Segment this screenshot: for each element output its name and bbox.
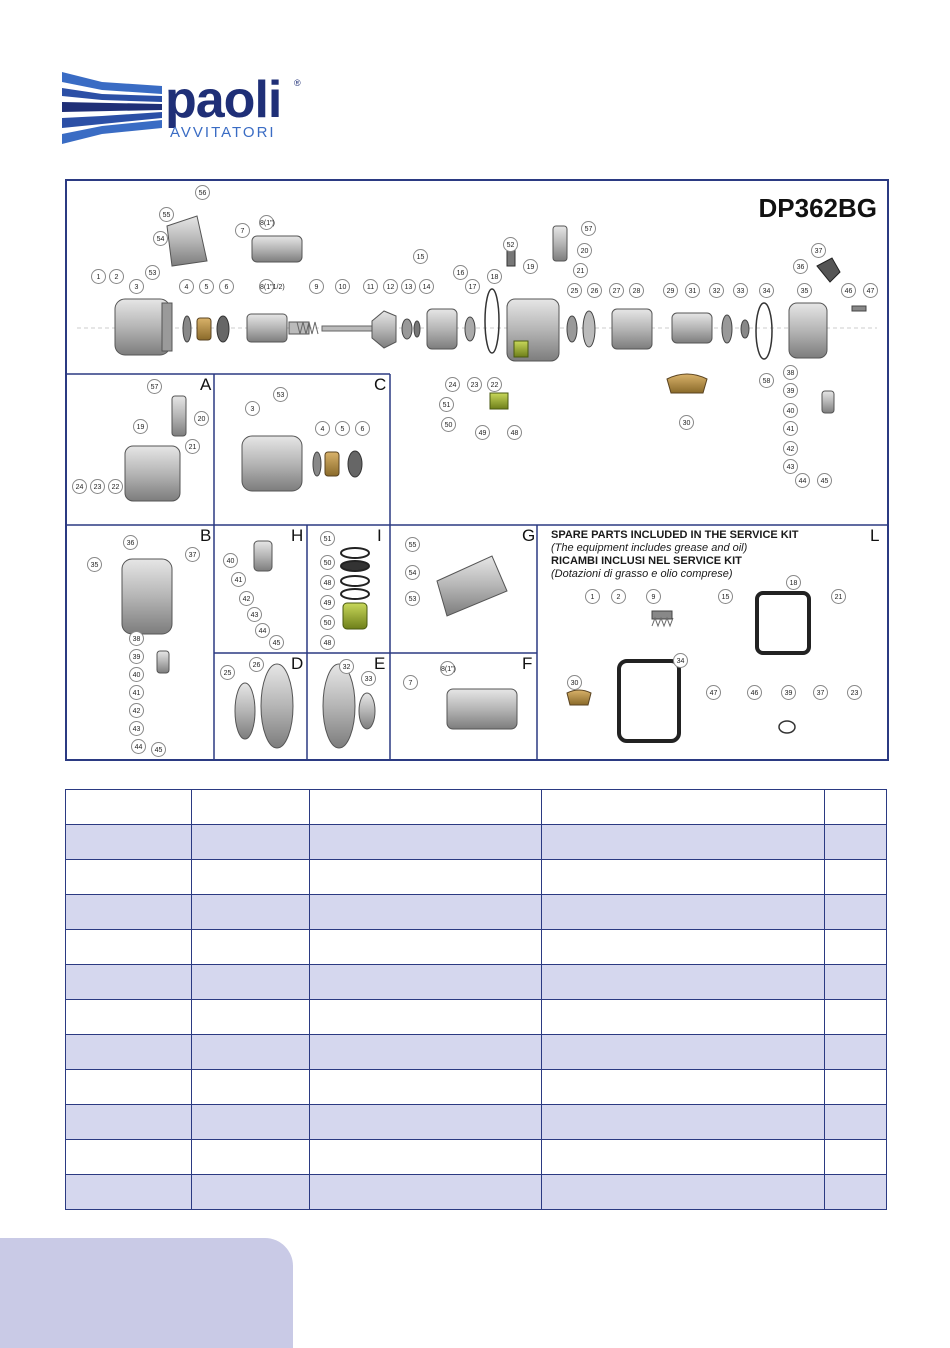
table-cell — [542, 1105, 825, 1140]
callout: 45 — [817, 473, 832, 488]
panel-i-drawing — [341, 548, 369, 629]
table-cell — [825, 930, 887, 965]
logo-stripes-icon — [62, 68, 167, 148]
callout: 41 — [783, 421, 798, 436]
table-cell — [66, 1035, 192, 1070]
callout: 40 — [129, 667, 144, 682]
callout: 8(1") — [259, 215, 274, 230]
callout: 53 — [405, 591, 420, 606]
panel-label-i: I — [377, 526, 382, 545]
callout: 41 — [129, 685, 144, 700]
callout: 3 — [129, 279, 144, 294]
callout: 43 — [247, 607, 262, 622]
table-cell — [825, 825, 887, 860]
callout: 56 — [195, 185, 210, 200]
table-cell — [825, 1070, 887, 1105]
table-cell — [309, 790, 542, 825]
callout: 20 — [194, 411, 209, 426]
callout: 25 — [220, 665, 235, 680]
callout: 36 — [793, 259, 808, 274]
callout: 52 — [503, 237, 518, 252]
panel-label-g: G — [522, 526, 536, 545]
callout: 39 — [129, 649, 144, 664]
table-row — [66, 895, 887, 930]
panel-label-d: D — [291, 654, 304, 673]
callout: 46 — [841, 283, 856, 298]
callout: 49 — [475, 425, 490, 440]
callout: 10 — [335, 279, 350, 294]
callout: 40 — [783, 403, 798, 418]
callout: 47 — [706, 685, 721, 700]
table-cell — [66, 1105, 192, 1140]
panel-label-f: F — [522, 654, 533, 673]
callout: 4 — [179, 279, 194, 294]
table-cell — [542, 930, 825, 965]
table-cell — [542, 1140, 825, 1175]
kit-title-it: RICAMBI INCLUSI NEL SERVICE KIT — [551, 555, 742, 567]
table-cell — [191, 965, 309, 1000]
callout: 55 — [405, 537, 420, 552]
table-cell — [309, 1105, 542, 1140]
table-cell — [309, 860, 542, 895]
table-cell — [542, 1000, 825, 1035]
callout: 42 — [783, 441, 798, 456]
callout: 37 — [185, 547, 200, 562]
callout: 48 — [320, 575, 335, 590]
panel-f-drawing — [447, 689, 517, 729]
callout: 23 — [90, 479, 105, 494]
table-row — [66, 860, 887, 895]
kit-title-en: SPARE PARTS INCLUDED IN THE SERVICE KIT — [551, 529, 799, 541]
table-cell — [309, 1140, 542, 1175]
table-cell — [542, 790, 825, 825]
table-cell — [825, 895, 887, 930]
callout: 53 — [145, 265, 160, 280]
panel-g-drawing — [437, 556, 507, 616]
table-row — [66, 1140, 887, 1175]
callout: 14 — [419, 279, 434, 294]
callout: 44 — [795, 473, 810, 488]
table-cell — [191, 1035, 309, 1070]
table-cell — [309, 895, 542, 930]
kit-note-it: (Dotazioni di grasso e olio comprese) — [551, 568, 733, 580]
callout: 38 — [783, 365, 798, 380]
panel-a-drawing — [125, 396, 186, 501]
callout: 45 — [269, 635, 284, 650]
callout: 44 — [131, 739, 146, 754]
callout: 57 — [147, 379, 162, 394]
callout: 21 — [831, 589, 846, 604]
table-cell — [191, 825, 309, 860]
callout: 22 — [108, 479, 123, 494]
callout: 2 — [109, 269, 124, 284]
table-cell — [191, 930, 309, 965]
table-cell — [542, 825, 825, 860]
panel-label-h: H — [291, 526, 304, 545]
callout: 11 — [363, 279, 378, 294]
exploded-parts-diagram — [65, 179, 889, 761]
callout: 7 — [235, 223, 250, 238]
callout: 6 — [219, 279, 234, 294]
callout: 38 — [129, 631, 144, 646]
logo-registered-mark: ® — [294, 78, 301, 88]
callout: 28 — [629, 283, 644, 298]
panel-label-l: L — [870, 526, 880, 545]
panel-label-e: E — [374, 654, 386, 673]
callout: 12 — [383, 279, 398, 294]
table-cell — [309, 1035, 542, 1070]
callout: 40 — [223, 553, 238, 568]
table-cell — [825, 1000, 887, 1035]
table-cell — [309, 1000, 542, 1035]
table-cell — [66, 825, 192, 860]
callout: 43 — [783, 459, 798, 474]
table-row — [66, 1105, 887, 1140]
main-assembly-parts — [115, 289, 866, 361]
table-cell — [825, 790, 887, 825]
callout: 19 — [523, 259, 538, 274]
callout: 32 — [339, 659, 354, 674]
callout: 48 — [507, 425, 522, 440]
table-cell — [66, 790, 192, 825]
table-cell — [542, 965, 825, 1000]
callout: 55 — [159, 207, 174, 222]
table-cell — [542, 860, 825, 895]
panel-label-b: B — [200, 526, 212, 545]
table-cell — [66, 930, 192, 965]
table-cell — [309, 930, 542, 965]
callout: 53 — [273, 387, 288, 402]
table-cell — [66, 895, 192, 930]
table-cell — [191, 1175, 309, 1210]
callout: 30 — [679, 415, 694, 430]
table-cell — [66, 1175, 192, 1210]
table-row — [66, 1175, 887, 1210]
callout: 31 — [685, 283, 700, 298]
callout: 8(1"1/2) — [259, 279, 274, 294]
callout: 9 — [309, 279, 324, 294]
table-cell — [542, 895, 825, 930]
table-cell — [191, 1105, 309, 1140]
callout: 39 — [783, 383, 798, 398]
callout: 18 — [487, 269, 502, 284]
callout: 42 — [239, 591, 254, 606]
table-cell — [66, 1070, 192, 1105]
logo-subtitle: AVVITATORI — [170, 124, 276, 141]
table-row — [66, 1035, 887, 1070]
panel-c-drawing — [242, 436, 362, 491]
table-cell — [191, 1140, 309, 1175]
callout: 19 — [133, 419, 148, 434]
callout: 18 — [786, 575, 801, 590]
callout: 45 — [151, 742, 166, 757]
callout: 1 — [585, 589, 600, 604]
table-cell — [825, 860, 887, 895]
table-cell — [309, 1070, 542, 1105]
callout: 21 — [185, 439, 200, 454]
callout: 47 — [863, 283, 878, 298]
callout: 37 — [813, 685, 828, 700]
callout: 15 — [413, 249, 428, 264]
panel-h-drawing — [254, 541, 272, 571]
callout: 34 — [759, 283, 774, 298]
callout: 54 — [153, 231, 168, 246]
callout: 5 — [335, 421, 350, 436]
table-cell — [542, 1175, 825, 1210]
callout: 58 — [759, 373, 774, 388]
table-cell — [191, 860, 309, 895]
callout: 36 — [123, 535, 138, 550]
callout: 26 — [587, 283, 602, 298]
table-cell — [66, 1140, 192, 1175]
callout: 35 — [87, 557, 102, 572]
callout: 2 — [611, 589, 626, 604]
callout: 22 — [487, 377, 502, 392]
callout: 33 — [361, 671, 376, 686]
callout: 15 — [718, 589, 733, 604]
table-cell — [309, 825, 542, 860]
table-cell — [542, 1070, 825, 1105]
panel-label-a: A — [200, 375, 212, 394]
callout: 3 — [245, 401, 260, 416]
parts-table — [65, 789, 887, 1210]
callout: 46 — [747, 685, 762, 700]
callout: 23 — [467, 377, 482, 392]
callout: 54 — [405, 565, 420, 580]
callout: 23 — [847, 685, 862, 700]
table-row — [66, 930, 887, 965]
table-cell — [825, 965, 887, 1000]
callout: 49 — [320, 595, 335, 610]
callout: 50 — [320, 615, 335, 630]
table-cell — [309, 1175, 542, 1210]
table-header-row — [66, 790, 887, 825]
callout: 5 — [199, 279, 214, 294]
callout: 32 — [709, 283, 724, 298]
table-cell — [825, 1140, 887, 1175]
table-cell — [66, 1000, 192, 1035]
callout: 26 — [249, 657, 264, 672]
table-cell — [309, 965, 542, 1000]
table-cell — [825, 1035, 887, 1070]
callout: 25 — [567, 283, 582, 298]
diagram-drawing — [67, 181, 887, 759]
table-row — [66, 1070, 887, 1105]
table-cell — [191, 1070, 309, 1105]
callout: 50 — [441, 417, 456, 432]
table-row — [66, 965, 887, 1000]
panel-label-c: C — [374, 375, 387, 394]
callout: 57 — [581, 221, 596, 236]
callout: 48 — [320, 635, 335, 650]
callout: 39 — [781, 685, 796, 700]
table-cell — [66, 860, 192, 895]
callout: 51 — [439, 397, 454, 412]
callout: 51 — [320, 531, 335, 546]
callout: 42 — [129, 703, 144, 718]
table-cell — [542, 1035, 825, 1070]
callout: 33 — [733, 283, 748, 298]
callout: 43 — [129, 721, 144, 736]
table-row — [66, 1000, 887, 1035]
paoli-logo — [62, 68, 312, 148]
callout: 34 — [673, 653, 688, 668]
callout: 29 — [663, 283, 678, 298]
callout: 35 — [797, 283, 812, 298]
panel-d-drawing — [235, 664, 293, 748]
callout: 16 — [453, 265, 468, 280]
callout: 8(1") — [440, 661, 455, 676]
logo-wordmark: paoli — [165, 71, 282, 129]
callout: 4 — [315, 421, 330, 436]
table-cell — [191, 895, 309, 930]
table-cell — [66, 965, 192, 1000]
table-cell — [825, 1105, 887, 1140]
table-cell — [191, 1000, 309, 1035]
callout: 24 — [72, 479, 87, 494]
callout: 24 — [445, 377, 460, 392]
callout: 30 — [567, 675, 582, 690]
table-row — [66, 825, 887, 860]
callout: 6 — [355, 421, 370, 436]
callout: 50 — [320, 555, 335, 570]
table-cell — [191, 790, 309, 825]
callout: 9 — [646, 589, 661, 604]
callout: 7 — [403, 675, 418, 690]
callout: 37 — [811, 243, 826, 258]
table-cell — [825, 1175, 887, 1210]
page-corner-tab — [0, 1238, 293, 1348]
callout: 21 — [573, 263, 588, 278]
model-number: DP362BG — [758, 193, 877, 223]
kit-note-en: (The equipment includes grease and oil) — [551, 542, 748, 554]
callout: 1 — [91, 269, 106, 284]
callout: 27 — [609, 283, 624, 298]
callout: 20 — [577, 243, 592, 258]
callout: 44 — [255, 623, 270, 638]
callout: 17 — [465, 279, 480, 294]
callout: 13 — [401, 279, 416, 294]
service-kit-note — [551, 529, 799, 581]
panel-l-drawing — [567, 593, 809, 741]
callout: 41 — [231, 572, 246, 587]
